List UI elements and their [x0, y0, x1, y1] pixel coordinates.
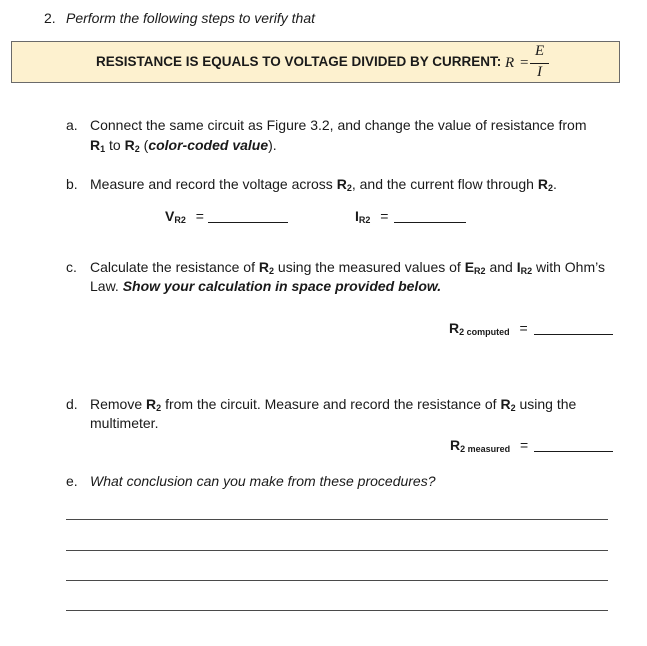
step-b-letter: b. — [66, 176, 78, 192]
step-c-line2: Law. Show your calculation in space provided below. — [90, 278, 442, 294]
step-d-letter: d. — [66, 396, 78, 412]
step-a-text: Connect the same circuit as Figure 3.2, and change the value of resistance from R1 to R2 (color-coded value). — [90, 117, 587, 154]
question-number: 2. — [44, 10, 56, 26]
question-intro: Perform the following steps to verify that — [66, 10, 315, 26]
r2-computed-label: R2 computed = — [449, 320, 528, 337]
ir2-answer-field[interactable] — [394, 208, 466, 223]
formula-equals: = — [520, 55, 529, 71]
conclusion-line-4[interactable] — [66, 610, 608, 611]
step-e-question: What conclusion can you make from these procedures? — [90, 473, 436, 489]
vr2-label: VR2 = — [165, 208, 204, 225]
step-e-letter: e. — [66, 473, 78, 489]
step-b-text: Measure and record the voltage across R2, and the current flow through R2. — [90, 176, 557, 193]
conclusion-line-1[interactable] — [66, 519, 608, 520]
vr2-answer-field[interactable] — [208, 208, 288, 223]
step-a-to: to — [109, 137, 121, 153]
step-d-line1: Remove R2 from the circuit. Measure and record the resistance of R2 using the — [90, 396, 577, 413]
formula-denominator: I — [537, 64, 542, 80]
conclusion-line-3[interactable] — [66, 580, 608, 581]
step-c-letter: c. — [66, 259, 77, 275]
r1-label: R1 — [90, 137, 106, 154]
formula-numerator: E — [535, 43, 545, 59]
ohms-law-formula — [505, 43, 565, 83]
r2-label: R2 — [124, 137, 140, 154]
formula-lhs: R — [505, 55, 515, 71]
step-a-line1: Connect the same circuit as Figure 3.2, and change the value of resistance from — [90, 117, 587, 133]
conclusion-line-2[interactable] — [66, 550, 608, 551]
step-d-line2: multimeter. — [90, 415, 159, 431]
calculation-instruction: Show your calculation in space provided below. — [122, 278, 442, 294]
r2-measured-answer-field[interactable] — [534, 437, 613, 452]
step-c-line1: Calculate the resistance of R2 using the measured values of ER2 and IR2 with Ohm’s — [90, 259, 605, 276]
formula-banner — [11, 41, 620, 83]
r2-computed-answer-field[interactable] — [534, 320, 613, 335]
ir2-label: IR2 = — [355, 208, 389, 225]
banner-text: RESISTANCE IS EQUALS TO VOLTAGE DIVIDED BY CURRENT: — [96, 54, 502, 69]
step-a-letter: a. — [66, 117, 78, 133]
r2-measured-label: R2 measured = — [450, 437, 529, 454]
color-coded-value: color-coded value — [148, 137, 269, 153]
